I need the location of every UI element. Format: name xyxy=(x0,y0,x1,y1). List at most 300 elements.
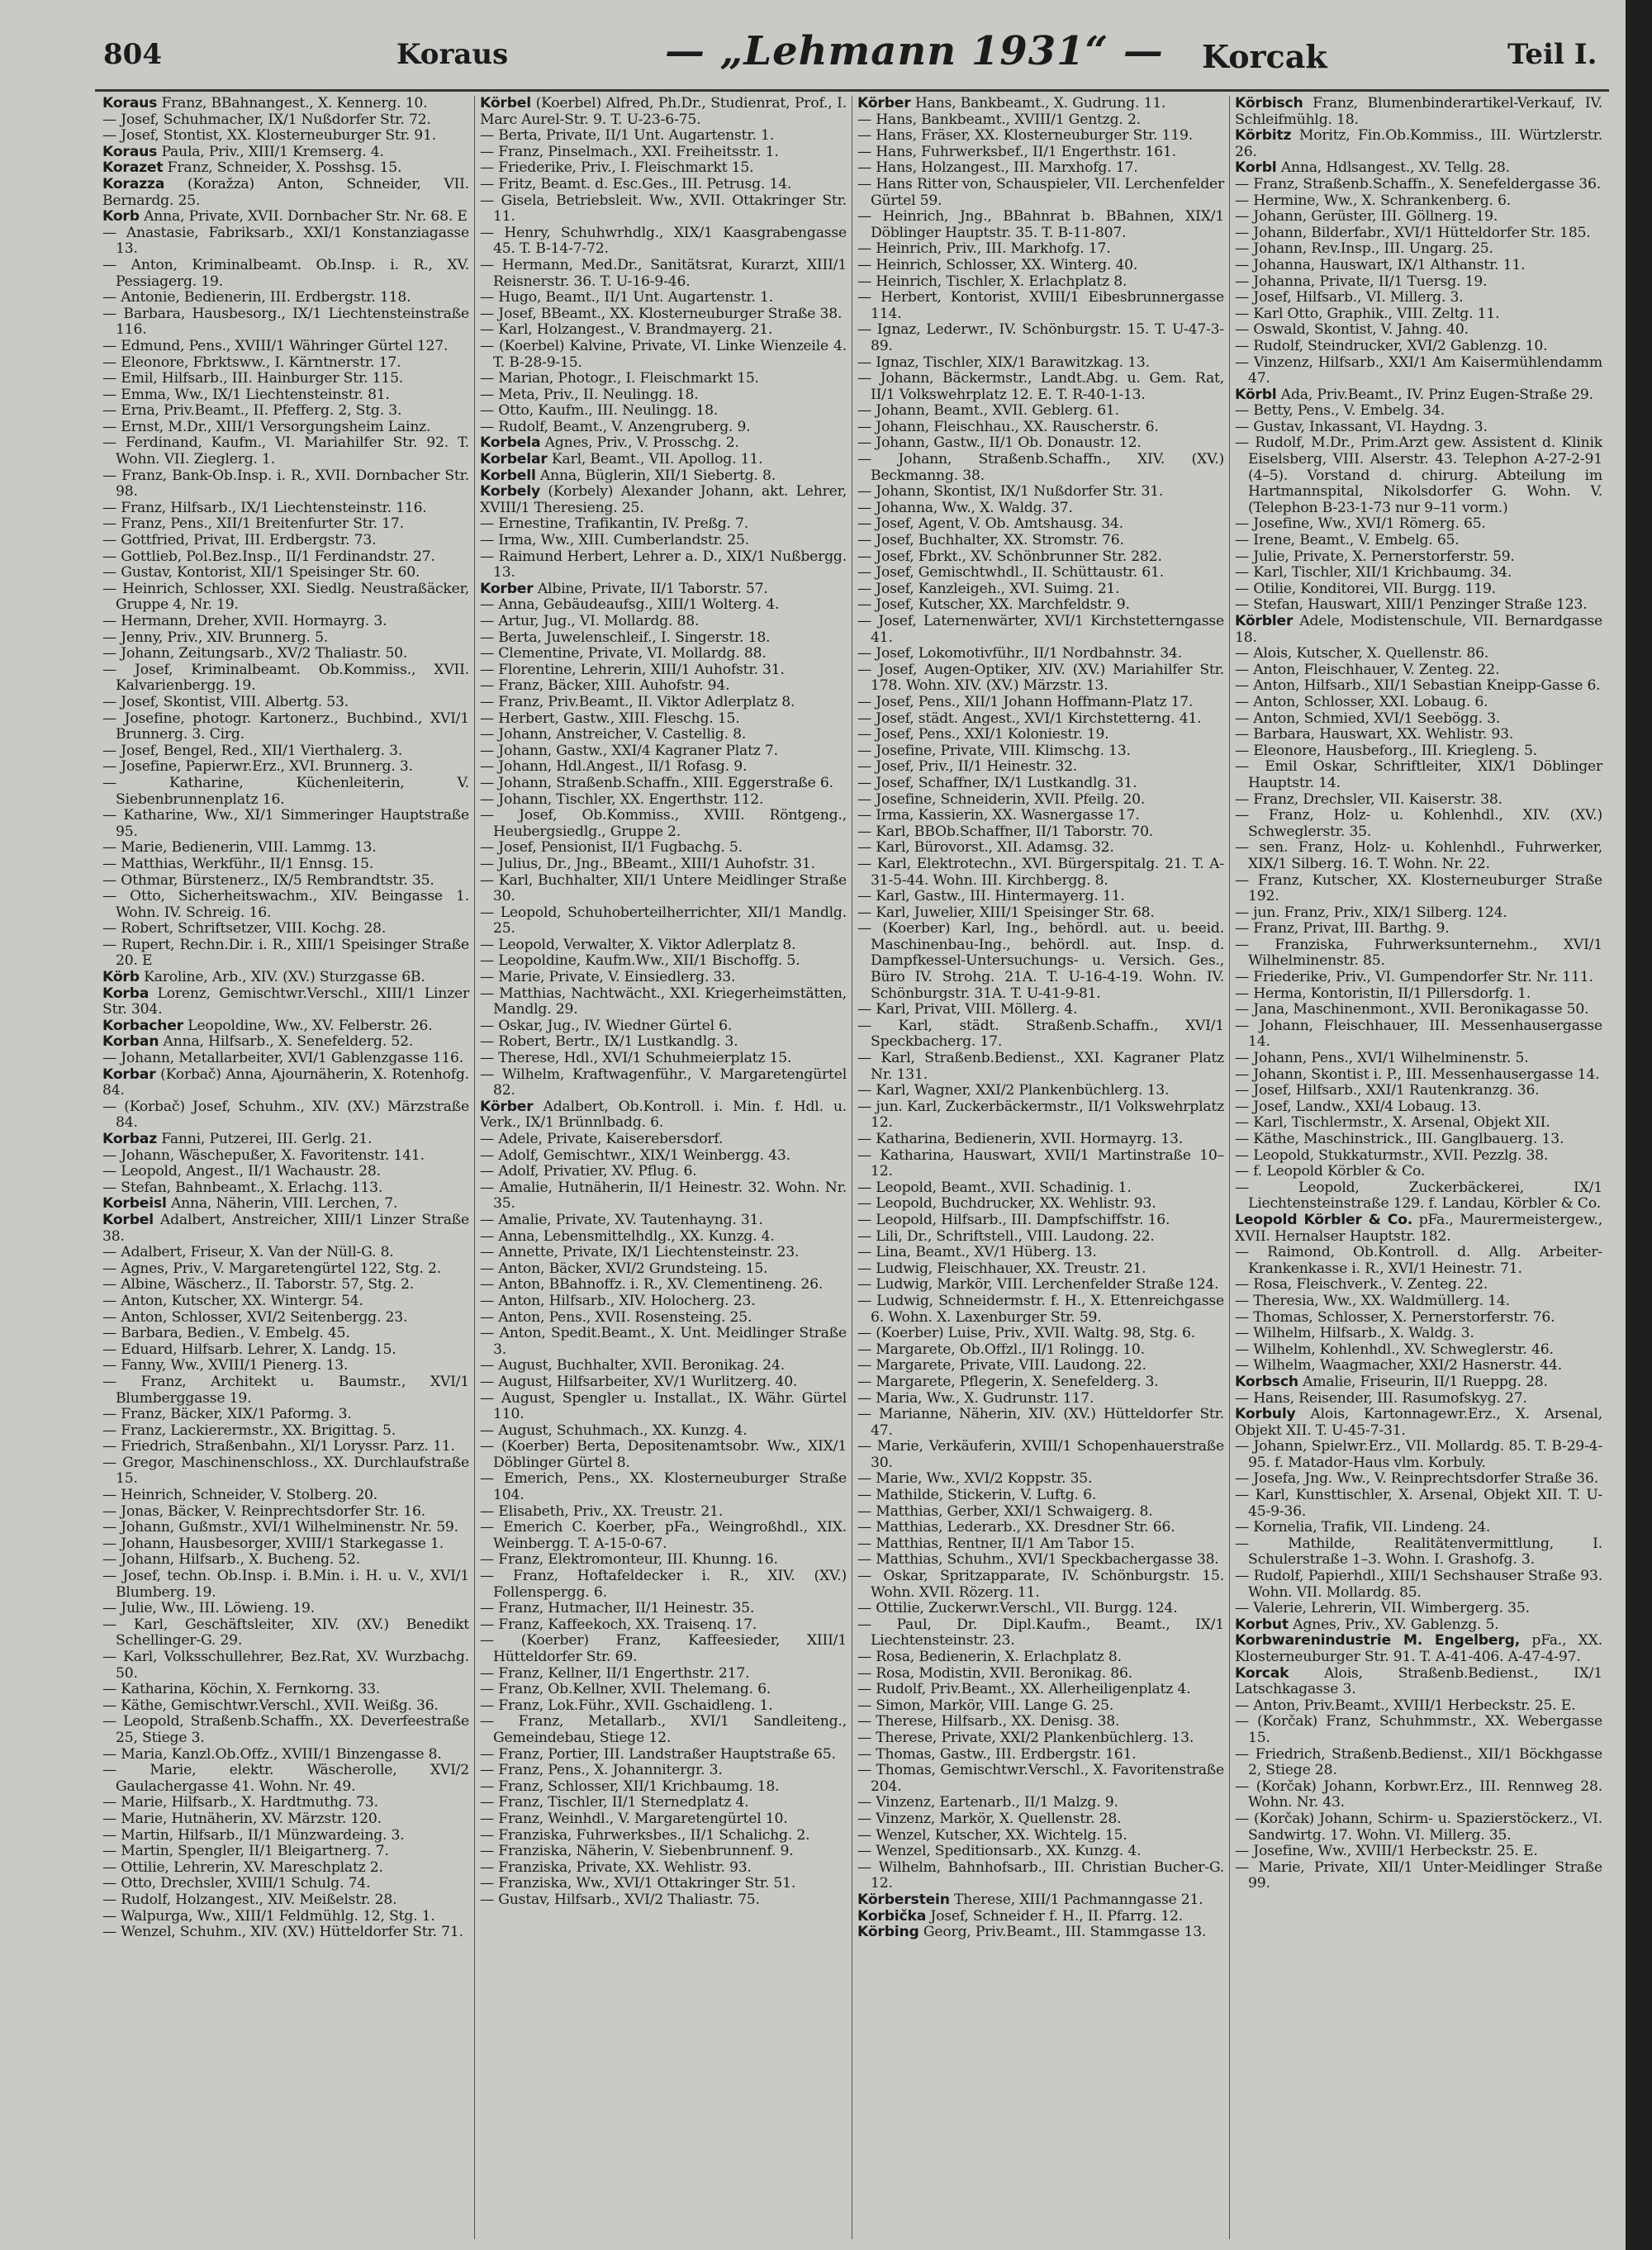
directory-entry xyxy=(480,145,847,161)
entry-surname: Korbut xyxy=(1235,1616,1289,1633)
page-number: 804 xyxy=(103,38,162,71)
directory-entry xyxy=(480,435,847,452)
entry-text: — Gustav, Hilfsarb., XVI/2 Thaliastr. 75. xyxy=(480,1891,760,1908)
entry-text: — Josef, Hilfsarb., XXI/1 Rautenkranzg. 36. xyxy=(1235,1082,1540,1099)
directory-entry xyxy=(480,1018,847,1035)
directory-entry xyxy=(1235,1213,1602,1245)
directory-entry xyxy=(857,1714,1224,1730)
directory-entry xyxy=(102,177,469,209)
entry-text: — Johann, Fleischhauer, III. Messenhausergasse 14. xyxy=(1235,1017,1602,1051)
entry-text: — Amalie, Private, XV. Tautenhayng. 31. xyxy=(480,1211,763,1228)
directory-entry xyxy=(102,1099,469,1132)
directory-entry xyxy=(102,1051,469,1067)
entry-text: — Franz, Pinselmach., XXI. Freiheitsstr. 1. xyxy=(480,143,779,160)
directory-entry xyxy=(480,857,847,873)
entry-text: Franz, Blumenbinderartikel-Verkauf, IV. Schleifmühlg. 18. xyxy=(1235,96,1602,128)
directory-entry xyxy=(857,1925,1224,1941)
entry-text: — (Koerbel) Kalvine, Private, VI. Linke Wienzeile 4. T. B-28-9-15. xyxy=(480,337,847,371)
entry-surname: Koraus xyxy=(102,96,158,112)
directory-entry xyxy=(1235,597,1602,614)
directory-entry xyxy=(480,808,847,840)
directory-entry xyxy=(857,695,1224,711)
entry-text: — Josef, Gemischtwhdl., II. Schüttaustr. 61. xyxy=(857,564,1165,581)
directory-entry xyxy=(102,339,469,355)
entry-surname: Korb xyxy=(102,208,140,225)
entry-text: — Raimond, Ob.Kontroll. d. Allg. Arbeiter-Krankenkasse i. R., XVI/1 Heinestr. 71. xyxy=(1235,1244,1602,1277)
entry-text: — Emerich C. Koerber, pFa., Weingroßhdl., XIX. Weinbergg. T. A-15-0-67. xyxy=(480,1519,847,1552)
directory-entry xyxy=(1235,1277,1602,1294)
entry-text: — August, Buchhalter, XVII. Beronikag. 24. xyxy=(480,1357,786,1374)
directory-entry xyxy=(1235,1860,1602,1892)
entry-text: — Josef, Pens., XXI/1 Koloniestr. 19. xyxy=(857,726,1109,743)
directory-entry xyxy=(480,1763,847,1779)
directory-entry xyxy=(857,1196,1224,1213)
entry-text: — Fritz, Beamt. d. Esc.Ges., III. Petrusg. 14. xyxy=(480,175,792,192)
entry-text: — Heinrich, Tischler, X. Erlachplatz 8. xyxy=(857,273,1127,290)
entry-text: — Matthias, Nachtwächt., XXI. Kriegerheimstätten, Mandlg. 29. xyxy=(480,985,847,1018)
entry-text: — Anton, BBahnoffz. i. R., XV. Clementineng. 26. xyxy=(480,1276,824,1294)
directory-entry xyxy=(1235,921,1602,938)
directory-entry xyxy=(102,516,469,533)
directory-entry xyxy=(480,1229,847,1246)
entry-text: — Anton, Kutscher, XX. Wintergr. 54. xyxy=(102,1292,363,1309)
directory-entry xyxy=(1235,1391,1602,1407)
directory-entry xyxy=(480,258,847,290)
directory-entry xyxy=(102,1245,469,1261)
directory-entry xyxy=(1235,209,1602,225)
directory-entry xyxy=(857,241,1224,258)
directory-entry xyxy=(1235,1471,1602,1488)
entry-text: — Franz, Kellner, II/1 Engerthstr. 217. xyxy=(480,1664,750,1682)
entry-text: — Johann, Beamt., XVII. Geblerg. 61. xyxy=(857,402,1119,420)
directory-entry xyxy=(857,1569,1224,1601)
entry-surname: Korazet xyxy=(102,159,164,177)
directory-entry xyxy=(102,1439,469,1455)
entry-text: — Johann, Gußmstr., XVI/1 Wilhelminenstr. Nr. 59. xyxy=(102,1519,458,1536)
entry-text: — Hans Ritter von, Schauspieler, VII. Lerchenfelder Gürtel 59. xyxy=(857,175,1224,209)
entry-text: — Josef, Ob.Kommiss., XVIII. Röntgeng., Heubergsiedlg., Gruppe 2. xyxy=(480,807,847,840)
directory-entry xyxy=(857,274,1224,291)
directory-entry xyxy=(480,1552,847,1569)
entry-text: — Anton, Kriminalbeamt. Ob.Insp. i. R., XV. Pessiagerg. 19. xyxy=(102,256,469,290)
entry-text: — Ignaz, Tischler, XIX/1 Barawitzkag. 13. xyxy=(857,354,1150,371)
directory-entry xyxy=(102,1423,469,1440)
entry-text: — Josef, Skontist, VIII. Albertg. 53. xyxy=(102,693,349,710)
directory-entry xyxy=(857,355,1224,372)
entry-text: — Karl, Holzangest., V. Brandmayerg. 21. xyxy=(480,321,773,339)
entry-text: — Franz, Hutmacher, II/1 Heinestr. 35. xyxy=(480,1600,755,1617)
entry-text: — Valerie, Lehrerin, VII. Wimbergerg. 35. xyxy=(1235,1600,1530,1617)
directory-entry xyxy=(102,290,469,306)
directory-entry xyxy=(102,1310,469,1327)
entry-text: — Oswald, Skontist, V. Jahng. 40. xyxy=(1235,321,1469,339)
entry-text: Paula, Priv., XIII/1 Kremserg. 4. xyxy=(161,143,384,160)
directory-entry xyxy=(857,160,1224,177)
entry-text: Alois, Kartonnagewr.Erz., X. Arsenal, Objekt XII. T. U-45-7-31. xyxy=(1235,1406,1602,1439)
directory-entry xyxy=(857,1909,1224,1925)
entry-text: — Katharina, Hauswart, XVII/1 Martinstraße 10–12. xyxy=(857,1146,1224,1180)
entry-text: — Josef, Priv., II/1 Heinestr. 32. xyxy=(857,758,1078,776)
entry-text: — Wenzel, Schuhm., XIV. (XV.) Hütteldorfer Str. 71. xyxy=(102,1924,463,1941)
directory-entry xyxy=(1235,1779,1602,1811)
entry-text: — Katharina, Köchin, X. Fernkorng. 33. xyxy=(102,1681,381,1698)
entry-text: — Friedrich, Straßenb.Bedienst., XII/1 Böckhgasse 2, Stiege 28. xyxy=(1235,1745,1602,1779)
directory-entry xyxy=(1235,1342,1602,1359)
entry-text: — Karl, städt. Straßenb.Schaffn., XVI/1 Speckbacherg. 17. xyxy=(857,1017,1224,1051)
entry-text: — Josef, städt. Angest., XVI/1 Kirchstetterng. 41. xyxy=(857,710,1202,727)
directory-entry xyxy=(1235,1099,1602,1116)
entry-text: — (Korčak) Johann, Korbwr.Erz., III. Rennweg 28. Wohn. Nr. 43. xyxy=(1235,1778,1602,1811)
entry-text: — Eleonore, Fbrktsww., I. Kärntnerstr. 17. xyxy=(102,354,401,371)
entry-text: — Otto, Sicherheitswachm., XIV. Beingasse 1. Wohn. IV. Schreig. 16. xyxy=(102,888,469,921)
entry-text: — Artur, Jug., VI. Mollardg. 88. xyxy=(480,613,700,629)
entry-text: Agnes, Priv., XV. Gablenzg. 5. xyxy=(1293,1616,1499,1633)
entry-text: — Ferdinand, Kaufm., VI. Mariahilfer Str. 92. T. Wohn. VII. Zieglerg. 1. xyxy=(102,434,469,468)
entry-surname: Koraus xyxy=(102,143,158,160)
directory-entry xyxy=(480,420,847,436)
directory-entry xyxy=(480,452,847,468)
entry-text: — Emil, Hilfsarb., III. Hainburger Str. 115. xyxy=(102,370,404,387)
directory-entry xyxy=(1235,1002,1602,1018)
directory-entry xyxy=(857,533,1224,549)
entry-text: — Anton, Schlosser, XVI/2 Seitenbergg. 23. xyxy=(102,1308,408,1326)
entry-text: — Emerich, Pens., XX. Klosterneuburger Straße 104. xyxy=(480,1470,847,1504)
entry-text: — Marian, Photogr., I. Fleischmarkt 15. xyxy=(480,370,759,387)
entry-text: — Eduard, Hilfsarb. Lehrer, X. Landg. 15. xyxy=(102,1341,396,1358)
entry-text: — Johann, Zeitungsarb., XV/2 Thaliastr. 50. xyxy=(102,645,408,662)
entry-text: — Josef, Pensionist, II/1 Fugbachg. 5. xyxy=(480,839,743,857)
entry-text: (Korbely) Alexander Johann, akt. Lehrer, XVIII/1 Theresieng. 25. xyxy=(480,483,847,516)
entry-surname: Korcak xyxy=(1235,1664,1289,1682)
column-4 xyxy=(1230,96,1607,2239)
directory-entry xyxy=(102,1374,469,1407)
directory-entry xyxy=(857,1488,1224,1504)
entry-text: — Josefine, photogr. Kartonerz., Buchbind., XVI/1 Brunnerg. 3. Cirg. xyxy=(102,710,469,743)
entry-text: — Leopold, Angest., II/1 Wachaustr. 28. xyxy=(102,1163,381,1180)
entry-text: — Jonas, Bäcker, V. Reinprechtsdorfer Str. 16. xyxy=(102,1502,425,1520)
directory-entry xyxy=(857,549,1224,566)
entry-text: — (Koerber) Luise, Priv., XVII. Waltg. 98, Stg. 6. xyxy=(857,1325,1195,1342)
directory-entry xyxy=(1235,1633,1602,1665)
entry-text: — Annette, Private, IX/1 Liechtensteinstr. 23. xyxy=(480,1244,800,1261)
directory-entry xyxy=(480,970,847,986)
directory-entry xyxy=(480,905,847,938)
entry-text: — Antonie, Bedienerin, III. Erdbergstr. 118. xyxy=(102,289,411,306)
directory-entry xyxy=(1235,549,1602,566)
directory-entry xyxy=(857,921,1224,1002)
directory-entry xyxy=(102,209,469,225)
entry-text: — Leopoldine, Kaufm.Ww., XII/1 Bischoffg. 5. xyxy=(480,952,800,970)
entry-text: — Oskar, Spritzapparate, IV. Schönburgstr. 15. Wohn. XVII. Rözerg. 11. xyxy=(857,1568,1224,1601)
entry-text: — Barbara, Bedien., V. Embelg. 45. xyxy=(102,1325,350,1342)
directory-entry xyxy=(857,1552,1224,1569)
entry-text: — Josefine, Papierwr.Erz., XVI. Brunnerg. 3. xyxy=(102,758,413,776)
directory-entry xyxy=(102,630,469,647)
entry-text: — Julius, Dr., Jng., BBeamt., XIII/1 Auhofstr. 31. xyxy=(480,855,815,872)
entry-text: — Erna, Priv.Beamt., II. Pfefferg. 2, Stg. 3. xyxy=(102,402,402,420)
directory-entry xyxy=(102,501,469,517)
directory-entry xyxy=(480,1034,847,1051)
directory-entry xyxy=(102,857,469,873)
entry-surname: Körbisch xyxy=(1235,96,1303,112)
directory-entry xyxy=(1235,1488,1602,1520)
entry-text: — Franziska, Fuhrwerksbes., II/1 Schalichg. 2. xyxy=(480,1826,810,1844)
entry-surname: Körber xyxy=(480,1098,534,1115)
entry-text: — Franz, Drechsler, VII. Kaiserstr. 38. xyxy=(1235,790,1502,808)
directory-entry xyxy=(857,792,1224,809)
entry-text: — Ludwig, Markör, VIII. Lerchenfelder Straße 124. xyxy=(857,1276,1219,1294)
directory-entry xyxy=(857,403,1224,420)
directory-entry xyxy=(1235,662,1602,679)
directory-entry xyxy=(480,128,847,145)
entry-text: Adele, Modistenschule, VII. Bernardgasse 18. xyxy=(1235,613,1602,646)
entry-text: — Johann, Hilfsarb., X. Bucheng. 52. xyxy=(102,1551,361,1569)
entry-text: — Thomas, Gemischtwr.Verschl., X. Favoritenstraße 204. xyxy=(857,1762,1224,1795)
entry-text: — Edmund, Pens., XVIII/1 Währinger Gürtel 127. xyxy=(102,337,449,354)
directory-entry xyxy=(1235,808,1602,840)
entry-text: — Karl, Juwelier, XIII/1 Speisinger Str. 68. xyxy=(857,904,1155,921)
directory-entry xyxy=(102,1860,469,1877)
entry-text: — Ernestine, Trafikantin, IV. Preßg. 7. xyxy=(480,515,749,533)
directory-entry xyxy=(480,1277,847,1294)
directory-entry xyxy=(480,339,847,371)
directory-entry xyxy=(102,1698,469,1715)
entry-text: — Mathilde, Stickerin, V. Luftg. 6. xyxy=(857,1487,1097,1504)
directory-entry xyxy=(1235,905,1602,922)
directory-entry xyxy=(1235,873,1602,905)
directory-entry xyxy=(1235,339,1602,355)
directory-entry xyxy=(857,1795,1224,1811)
directory-entry xyxy=(102,1488,469,1504)
entry-text: — Wilhelm, Hilfsarb., X. Waldg. 3. xyxy=(1235,1325,1474,1342)
directory-entry xyxy=(480,662,847,679)
entry-text: — Käthe, Gemischtwr.Verschl., XVII. Weißg. 36. xyxy=(102,1697,439,1714)
scan-edge xyxy=(1626,0,1652,2250)
directory-entry xyxy=(857,322,1224,354)
directory-entry xyxy=(480,1569,847,1601)
entry-text: — Gustav, Kontorist, XII/1 Speisinger Str. 60. xyxy=(102,564,420,581)
directory-entry xyxy=(480,225,847,258)
directory-entry xyxy=(857,516,1224,533)
entry-text: — Thomas, Gastw., III. Erdbergstr. 161. xyxy=(857,1745,1137,1763)
directory-entry xyxy=(480,1310,847,1327)
directory-entry xyxy=(1235,986,1602,1003)
directory-entry xyxy=(102,1552,469,1569)
directory-entry xyxy=(857,905,1224,922)
entry-text: Amalie, Friseurin, II/1 Rueppg. 28. xyxy=(1303,1373,1548,1390)
entry-text: — Leopold, Hilfsarb., III. Dampfschiffstr. 16. xyxy=(857,1211,1170,1228)
entry-text: — Josefine, Ww., XVI/1 Römerg. 65. xyxy=(1235,515,1486,533)
entry-text: — Matthias, Werkführ., II/1 Ennsg. 15. xyxy=(102,855,374,872)
entry-text: — Vinzenz, Markör, X. Quellenstr. 28. xyxy=(857,1810,1122,1827)
directory-entry xyxy=(480,1795,847,1811)
directory-entry xyxy=(857,1277,1224,1294)
entry-text: — Leopold, Zuckerbäckerei, IX/1 Liechtensteinstraße 129. f. Landau, Körbler & Co. xyxy=(1235,1179,1602,1213)
entry-surname: Korbely xyxy=(480,483,540,501)
entry-text: — Wilhelm, Kohlenhdl., XV. Schweglerstr. 46. xyxy=(1235,1341,1554,1358)
entry-text: — Josefine, Ww., XVIII/1 Herbeckstr. 25. E. xyxy=(1235,1843,1538,1860)
entry-text: — Mathilde, Realitätenvermittlung, I. Schulerstraße 1–3. Wohn. I. Grashofg. 3. xyxy=(1235,1535,1602,1569)
directory-entry xyxy=(480,1439,847,1471)
directory-entry xyxy=(480,630,847,647)
directory-entry xyxy=(102,1261,469,1278)
directory-entry xyxy=(102,986,469,1018)
directory-entry xyxy=(480,776,847,792)
directory-entry xyxy=(102,468,469,501)
entry-columns xyxy=(97,96,1609,2239)
directory-entry xyxy=(1235,1407,1602,1439)
directory-entry xyxy=(102,225,469,258)
directory-entry xyxy=(857,1358,1224,1374)
directory-entry xyxy=(1235,355,1602,387)
entry-text: — Karl, Geschäftsleiter, XIV. (XV.) Benedikt Schellinger-G. 29. xyxy=(102,1616,469,1650)
entry-text: — Hugo, Beamt., II/1 Unt. Augartenstr. 1. xyxy=(480,289,774,306)
directory-entry xyxy=(480,1747,847,1763)
entry-text: — Johann, Tischler, XX. Engerthstr. 112. xyxy=(480,790,764,808)
directory-entry xyxy=(102,1455,469,1488)
entry-text: — Marie, Ww., XVI/2 Koppstr. 35. xyxy=(857,1470,1093,1488)
entry-text: — Heinrich, Schlosser, XX. Winterg. 40. xyxy=(857,256,1138,273)
directory-entry xyxy=(102,1358,469,1374)
entry-text: — Berta, Juwelenschleif., I. Singerstr. 18. xyxy=(480,629,771,646)
directory-entry xyxy=(102,1407,469,1423)
directory-entry xyxy=(1235,646,1602,662)
directory-entry xyxy=(857,857,1224,889)
directory-entry xyxy=(857,1698,1224,1715)
entry-surname: Korbel xyxy=(102,1211,154,1228)
entry-text: — Vinzenz, Hilfsarb., XXI/1 Am Kaisermühlendamm 47. xyxy=(1235,354,1602,387)
entry-text: — Anton, Hilfsarb., XII/1 Sebastian Kneipp-Gasse 6. xyxy=(1235,677,1601,695)
entry-text: Agnes, Priv., V. Prosschg. 2. xyxy=(544,434,739,452)
entry-text: — Franz, Kutscher, XX. Klosterneuburger Straße 192. xyxy=(1235,871,1602,905)
directory-entry xyxy=(480,1099,847,1132)
entry-text: — Jenny, Priv., XIV. Brunnerg. 5. xyxy=(102,629,329,646)
directory-entry xyxy=(102,662,469,695)
entry-text: — Lina, Beamt., XV/1 Hüberg. 13. xyxy=(857,1244,1097,1261)
directory-entry xyxy=(480,403,847,420)
column-1 xyxy=(97,96,475,2239)
entry-text: — Karl, Buchhalter, XII/1 Untere Meidlinger Straße 30. xyxy=(480,871,847,905)
directory-entry xyxy=(857,1148,1224,1180)
directory-entry xyxy=(1235,1374,1602,1391)
entry-text: — Franz, Portier, III. Landstraßer Hauptstraße 65. xyxy=(480,1745,836,1763)
entry-text: — Franz, Pens., XII/1 Breitenfurter Str. 17. xyxy=(102,515,404,533)
entry-text: — Amalie, Hutnäherin, II/1 Heinestr. 32. Wohn. Nr. 35. xyxy=(480,1179,847,1213)
entry-text: — Matthias, Gerber, XXI/1 Schwaigerg. 8. xyxy=(857,1502,1153,1520)
directory-entry xyxy=(102,743,469,760)
entry-text: — Therese, Private, XXI/2 Plankenbüchlerg. 13. xyxy=(857,1729,1194,1746)
directory-entry xyxy=(480,953,847,970)
directory-entry xyxy=(1235,241,1602,258)
entry-surname: Korazza xyxy=(102,175,165,192)
entry-text: — Gisela, Betriebsleit. Ww., XVII. Ottakringer Str. 11. xyxy=(480,192,847,225)
entry-text: — Alois, Kutscher, X. Quellenstr. 86. xyxy=(1235,645,1489,662)
entry-text: — Anton, Priv.Beamt., XVIII/1 Herbeckstr. 25. E. xyxy=(1235,1697,1576,1714)
directory-entry xyxy=(480,614,847,630)
entry-text: — Ludwig, Fleischhauer, XX. Treustr. 21. xyxy=(857,1260,1146,1277)
directory-entry xyxy=(102,1213,469,1245)
directory-entry xyxy=(857,1180,1224,1197)
entry-text: — Hans, Holzangest., III. Marxhofg. 17. xyxy=(857,159,1138,177)
entry-text: — Josef, Buchhalter, XX. Stromstr. 76. xyxy=(857,532,1124,549)
directory-entry xyxy=(1235,274,1602,291)
entry-text: (Korbač) Anna, Ajournäherin, X. Rotenhofg. 84. xyxy=(102,1066,469,1099)
directory-entry xyxy=(857,96,1224,112)
directory-entry xyxy=(102,1132,469,1148)
entry-text: — Hans, Fräser, XX. Klosterneuburger Str. 119. xyxy=(857,127,1193,145)
entry-text: — Otto, Kaufm., III. Neulingg. 18. xyxy=(480,402,719,420)
directory-entry xyxy=(1235,1844,1602,1860)
directory-entry xyxy=(480,1423,847,1440)
entry-surname: Körbitz xyxy=(1235,127,1292,145)
directory-entry xyxy=(102,889,469,921)
entry-text: — Josef, Landw., XXI/4 Lobaug. 13. xyxy=(1235,1098,1482,1115)
directory-entry xyxy=(102,306,469,339)
directory-entry xyxy=(857,452,1224,484)
directory-entry xyxy=(480,1391,847,1423)
entry-text: — Josef, Kriminalbeamt. Ob.Kommiss., XVII. Kalvarienbergg. 19. xyxy=(102,661,469,695)
entry-text: pFa., XX. Klosterneuburger Str. 91. T. A-41-406. A-47-4-97. xyxy=(1235,1632,1602,1665)
directory-entry xyxy=(857,1682,1224,1698)
entry-text: — Josef, Pens., XII/1 Johann Hoffmann-Platz 17. xyxy=(857,693,1194,710)
entry-text: — Margarete, Private, VIII. Laudong. 22. xyxy=(857,1357,1146,1374)
directory-entry xyxy=(480,1520,847,1552)
entry-text: — Herma, Kontoristin, II/1 Pillersdorfg. 1. xyxy=(1235,985,1531,1002)
entry-text: — Anton, Spedit.Beamt., X. Unt. Meidlinger Straße 3. xyxy=(480,1325,847,1358)
directory-entry xyxy=(102,533,469,549)
entry-surname: Körb xyxy=(102,969,140,986)
entry-surname: Korbaz xyxy=(102,1131,158,1147)
directory-entry xyxy=(1235,225,1602,242)
directory-entry xyxy=(857,727,1224,743)
directory-entry xyxy=(1235,1536,1602,1569)
entry-text: — Martin, Hilfsarb., II/1 Münzwardeing. 3. xyxy=(102,1826,405,1844)
directory-entry xyxy=(857,501,1224,517)
entry-text: — Irma, Ww., XIII. Cumberlandstr. 25. xyxy=(480,532,750,549)
entry-text: — Karl, Tischler, XII/1 Krichbaumg. 34. xyxy=(1235,564,1512,581)
entry-text: — Johann, Pens., XVI/1 Wilhelminenstr. 5. xyxy=(1235,1050,1529,1067)
entry-surname: Körbl xyxy=(1235,386,1277,403)
entry-surname: Korba xyxy=(102,985,150,1002)
directory-entry xyxy=(480,1844,847,1860)
entry-text: — Franz, Schlosser, XII/1 Krichbaumg. 18. xyxy=(480,1778,780,1795)
directory-entry xyxy=(1235,1310,1602,1327)
directory-entry xyxy=(857,1730,1224,1747)
entry-text: — Jana, Maschinenmont., XVII. Beronikagasse 50. xyxy=(1235,1001,1589,1018)
entry-text: — Wenzel, Speditionsarb., XX. Kunzg. 4. xyxy=(857,1843,1142,1860)
directory-entry xyxy=(102,1795,469,1811)
entry-text: — Friedrich, Straßenbahn., XI/1 Loryssr. Parz. 11. xyxy=(102,1438,455,1455)
entry-text: — Margarete, Ob.Offzl., II/1 Rolingg. 10. xyxy=(857,1341,1145,1358)
directory-entry xyxy=(480,1860,847,1877)
entry-text: — Barbara, Hausbesorg., IX/1 Liechtensteinstraße 116. xyxy=(102,305,469,339)
directory-entry xyxy=(102,403,469,420)
entry-surname: Korbacher xyxy=(102,1017,183,1034)
entry-text: — (Koerber) Franz, Kaffeesieder, XIII/1 Hütteldorfer Str. 69. xyxy=(480,1632,847,1665)
directory-entry xyxy=(857,1213,1224,1229)
entry-text: — Ottilie, Zuckerwr.Verschl., VII. Burgg. 124. xyxy=(857,1600,1178,1617)
directory-entry xyxy=(480,1067,847,1099)
book-title: — „Lehmann 1931“ — xyxy=(665,28,1164,74)
directory-entry xyxy=(480,759,847,776)
entry-text: — Hermann, Med.Dr., Sanitätsrat, Kurarzt, XIII/1 Reisnerstr. 36. T. U-16-9-46. xyxy=(480,256,847,290)
entry-text: — Gregor, Maschinenschloss., XX. Durchlaufstraße 15. xyxy=(102,1454,469,1488)
entry-surname: Korber xyxy=(480,580,534,597)
directory-entry xyxy=(480,678,847,695)
entry-text: Georg, Priv.Beamt., III. Stammgasse 13. xyxy=(923,1924,1207,1941)
directory-entry xyxy=(1235,1083,1602,1099)
entry-text: — Wilhelm, Waagmacher, XXI/2 Hasnerstr. 44. xyxy=(1235,1357,1562,1374)
